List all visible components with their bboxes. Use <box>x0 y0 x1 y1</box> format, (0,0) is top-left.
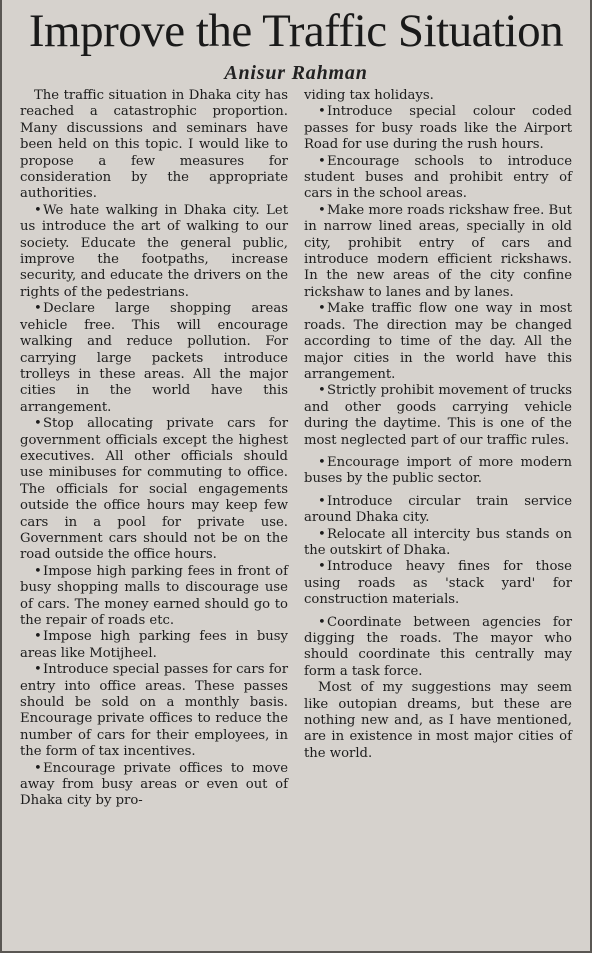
paragraph-text: Introduce special passes for cars for entry into office areas. These passes should be sold on a monthly basis. Encourage private offices to reduce the number of cars for their employees, in the form of tax incentives. <box>20 662 288 760</box>
bullet-point <box>20 564 288 630</box>
paragraph-text: Declare large shopping areas vehicle free. This will encourage walking and reduce pollution. For carrying large packets introduce trolleys in these areas. All the major cities in the world have this arrangement. <box>20 301 288 415</box>
bullet-point <box>304 104 572 153</box>
bullet-point <box>20 416 288 564</box>
bullet-point <box>304 455 572 488</box>
bullet-icon: • <box>318 153 326 169</box>
paragraph-text: Coordinate between agencies for digging the roads. The mayor who should coordinate this centrally may form a task force. <box>304 614 572 679</box>
bullet-icon: • <box>318 383 326 399</box>
paragraph-text: Make more roads rickshaw free. But in narrow lined areas, specially in old city, prohibit entry of cars and introduce modern efficient rickshaws. In the new areas of the city confine rickshaw to lanes and by lanes. <box>304 202 572 300</box>
bullet-icon: • <box>318 202 326 218</box>
bullet-icon: • <box>34 563 42 579</box>
bullet-point <box>20 629 288 662</box>
paragraph <box>304 680 572 762</box>
bullet-icon: • <box>318 104 326 120</box>
bullet-icon: • <box>34 760 42 776</box>
paragraph <box>20 88 288 203</box>
paragraph-text: Impose high parking fees in front of busy shopping malls to discourage use of cars. The money earned should go to the repair of roads etc. <box>20 563 288 628</box>
paragraph-text: viding tax holidays. <box>304 88 434 103</box>
bullet-point <box>304 203 572 301</box>
right-column <box>304 88 572 937</box>
bullet-point <box>304 494 572 527</box>
bullet-icon: • <box>34 629 42 645</box>
bullet-icon: • <box>34 202 42 218</box>
bullet-icon: • <box>34 301 42 317</box>
bullet-icon: • <box>318 526 326 542</box>
bullet-point <box>304 615 572 681</box>
bullet-point <box>20 301 288 416</box>
bullet-point <box>304 559 572 608</box>
continued-paragraph <box>304 88 572 104</box>
bullet-icon: • <box>318 454 326 470</box>
paragraph-text: Encourage private offices to move away from busy areas or even out of Dhaka city by pro- <box>20 760 288 809</box>
left-column <box>20 88 288 937</box>
article-body <box>20 88 572 937</box>
article-byline: Anisur Rahman <box>224 62 368 84</box>
paragraph-text: We hate walking in Dhaka city. Let us introduce the art of walking to our society. Educate the general public, improve the footpaths, increase security, and educate the drivers on the rights of the pedestrians. <box>20 202 288 300</box>
bullet-point <box>20 761 288 810</box>
paragraph-text: Introduce circular train service around Dhaka city. <box>304 493 572 526</box>
paragraph-text: Stop allocating private cars for government officials except the highest executives. All other officials should use minibuses for commuting to office. The officials for social engagements outside the office hours may keep few cars in a pool for private use. Government cars should not be on the road outside the office hours. <box>20 416 288 563</box>
article-headline: Improve the Traffic Situation <box>28 5 564 57</box>
paragraph-text: The traffic situation in Dhaka city has reached a catastrophic proportion. Many discussions and seminars have been held on this topic. I would like to propose a few measures for consideration by the appropriate authorities. <box>20 88 288 202</box>
paragraph-text: Relocate all intercity bus stands on the outskirt of Dhaka. <box>304 526 572 558</box>
bullet-point <box>304 527 572 560</box>
bullet-point <box>304 154 572 203</box>
bullet-icon: • <box>34 416 42 432</box>
paragraph-text: Impose high parking fees in busy areas like Motijheel. <box>20 629 288 661</box>
paragraph-text: Strictly prohibit movement of trucks and other goods carrying vehicle during the daytime. This is one of the most neglected part of our traffic rules. <box>304 383 572 448</box>
paragraph-text: Most of my suggestions may seem like outopian dreams, but these are nothing new and, as I have mentioned, are in existence in most major cities of the world. <box>304 680 572 761</box>
paragraph-text: Encourage schools to introduce student buses and prohibit entry of cars in the school areas. <box>304 153 572 202</box>
paragraph-text: Encourage import of more modern buses by the public sector. <box>304 454 572 487</box>
bullet-point <box>20 203 288 301</box>
bullet-point <box>304 383 572 449</box>
bullet-icon: • <box>318 493 326 509</box>
paragraph-text: Introduce heavy fines for those using roads as 'stack yard' for construction materials. <box>304 559 572 608</box>
bullet-icon: • <box>318 559 326 575</box>
bullet-icon: • <box>318 614 326 630</box>
paragraph-text: Make traffic flow one way in most roads. The direction may be changed according to time of the day. All the major cities in the world have this arrangement. <box>304 301 572 382</box>
bullet-icon: • <box>318 301 326 317</box>
bullet-point <box>304 301 572 383</box>
bullet-point <box>20 662 288 760</box>
bullet-icon: • <box>34 662 42 678</box>
paragraph-text: Introduce special colour coded passes for busy roads like the Airport Road for use during the rush hours. <box>304 104 572 153</box>
